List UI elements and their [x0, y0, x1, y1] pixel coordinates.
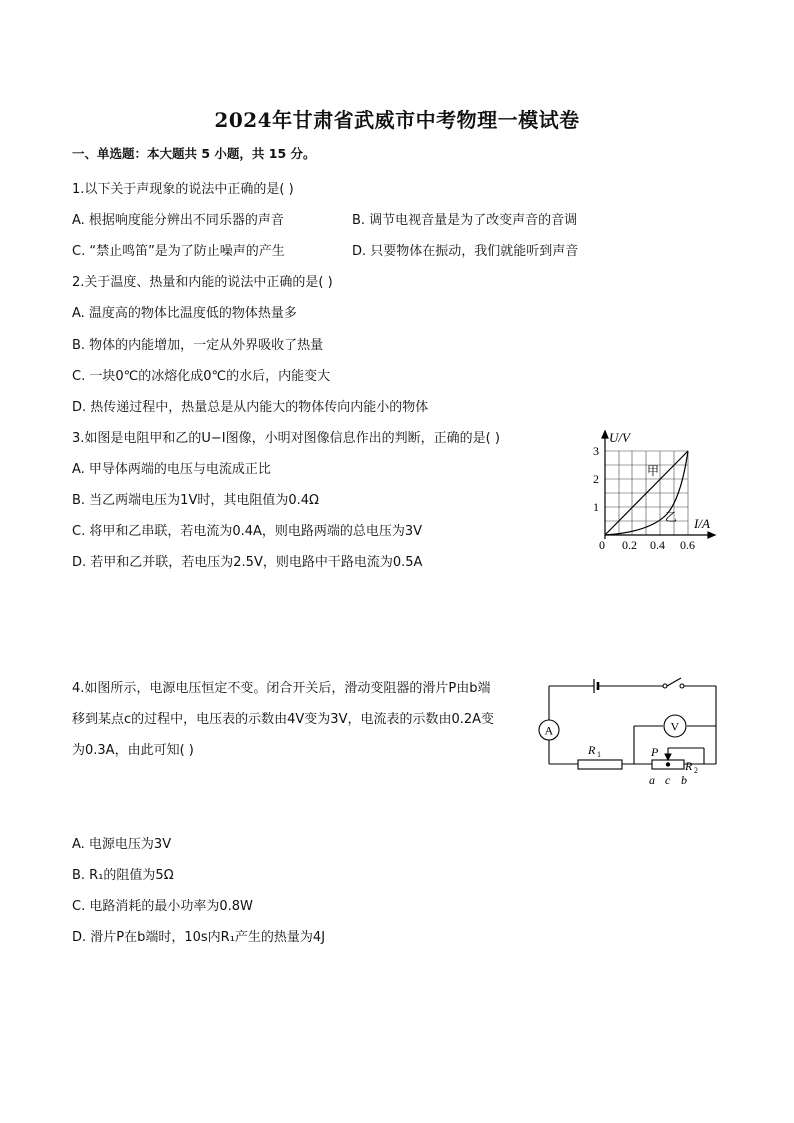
curve-jia-label: 甲: [647, 464, 660, 478]
point-a-label: a: [649, 773, 655, 787]
question-1-option-b: B. 调节电视音量是为了改变声音的音调: [352, 213, 578, 228]
svg-text:V: V: [670, 719, 680, 734]
question-4-option-d: D. 滑片P在b端时，10s内R₁产生的热量为4J: [72, 930, 326, 945]
question-2-option-b: B. 物体的内能增加，一定从外界吸收了热量: [72, 338, 324, 353]
question-4-option-a: A. 电源电压为3V: [72, 837, 172, 852]
x-tick-0-2: 0.2: [622, 538, 637, 552]
r2-label: R: [685, 759, 693, 773]
question-1-option-d: D. 只要物体在振动，我们就能听到声音: [352, 244, 579, 259]
circuit-diagram: [532, 674, 724, 790]
switch-icon: [663, 678, 684, 688]
curve-yi-label: 乙: [665, 510, 678, 524]
question-4-stem-line-2: 移到某点c的过程中，电压表的示数由4V变为3V，电流表的示数由0.2A变: [72, 712, 495, 727]
point-c-label: c: [665, 773, 671, 787]
x-tick-0-6: 0.6: [680, 538, 695, 552]
resistor-r1: [578, 760, 622, 769]
y-tick-1: 1: [593, 500, 599, 514]
question-3-option-b: B. 当乙两端电压为1V时，其电阻值为0.4Ω: [72, 493, 319, 508]
slider-arrow-icon: [665, 748, 671, 760]
question-2-option-a: A. 温度高的物体比温度低的物体热量多: [72, 306, 297, 321]
question-3-option-c: C. 将甲和乙串联，若电流为0.4A，则电路两端的总电压为3V: [72, 524, 423, 539]
question-2-option-c: C. 一块0℃的冰熔化成0℃的水后，内能变大: [72, 369, 331, 384]
y-axis-label: U/V: [609, 430, 630, 445]
question-4-option-b: B. R₁的阻值为5Ω: [72, 868, 174, 883]
question-1-stem: 1.以下关于声现象的说法中正确的是( ): [72, 182, 294, 197]
svg-text:A: A: [544, 723, 554, 738]
y-tick-2: 2: [593, 472, 599, 486]
r2-subscript: 2: [694, 766, 698, 775]
slider-contact-c: [666, 762, 670, 766]
question-3-stem: 3.如图是电阻甲和乙的U−I图像，小明对图像信息作出的判断，正确的是( ): [72, 431, 500, 446]
question-3-option-d: D. 若甲和乙并联，若电压为2.5V，则电路中干路电流为0.5A: [72, 555, 423, 570]
voltmeter-icon: [664, 715, 686, 737]
page-title: 2024年甘肃省武威市中考物理一模试卷: [214, 108, 580, 132]
question-4-stem-line-1: 4.如图所示，电源电压恒定不变。闭合开关后，滑动变阻器的滑片P由b端: [72, 681, 491, 696]
slider-p-label: P: [651, 745, 659, 759]
r1-label: R: [588, 743, 596, 757]
point-b-label: b: [681, 773, 687, 787]
question-4-stem-line-3: 为0.3A，由此可知( ): [72, 743, 194, 758]
question-3-option-a: A. 甲导体两端的电压与电流成正比: [72, 462, 271, 477]
x-tick-0-4: 0.4: [650, 538, 665, 552]
graph-origin-label: 0: [599, 538, 605, 552]
r1-subscript: 1: [597, 750, 601, 759]
question-4-option-c: C. 电路消耗的最小功率为0.8W: [72, 899, 253, 914]
ammeter-icon: [539, 720, 559, 740]
x-axis-label: I/A: [694, 516, 710, 531]
question-2-option-d: D. 热传递过程中，热量总是从内能大的物体传向内能小的物体: [72, 400, 429, 415]
question-1-option-c: C. “禁止鸣笛”是为了防止噪声的产生: [72, 244, 285, 259]
y-tick-3: 3: [593, 444, 599, 458]
section-heading: 一、单选题：本大题共 5 小题，共 15 分。: [72, 146, 316, 161]
battery-icon: [594, 679, 598, 693]
question-2-stem: 2.关于温度、热量和内能的说法中正确的是( ): [72, 275, 333, 290]
question-1-option-a: A. 根据响度能分辨出不同乐器的声音: [72, 213, 284, 228]
ui-graph-figure: [592, 424, 722, 554]
